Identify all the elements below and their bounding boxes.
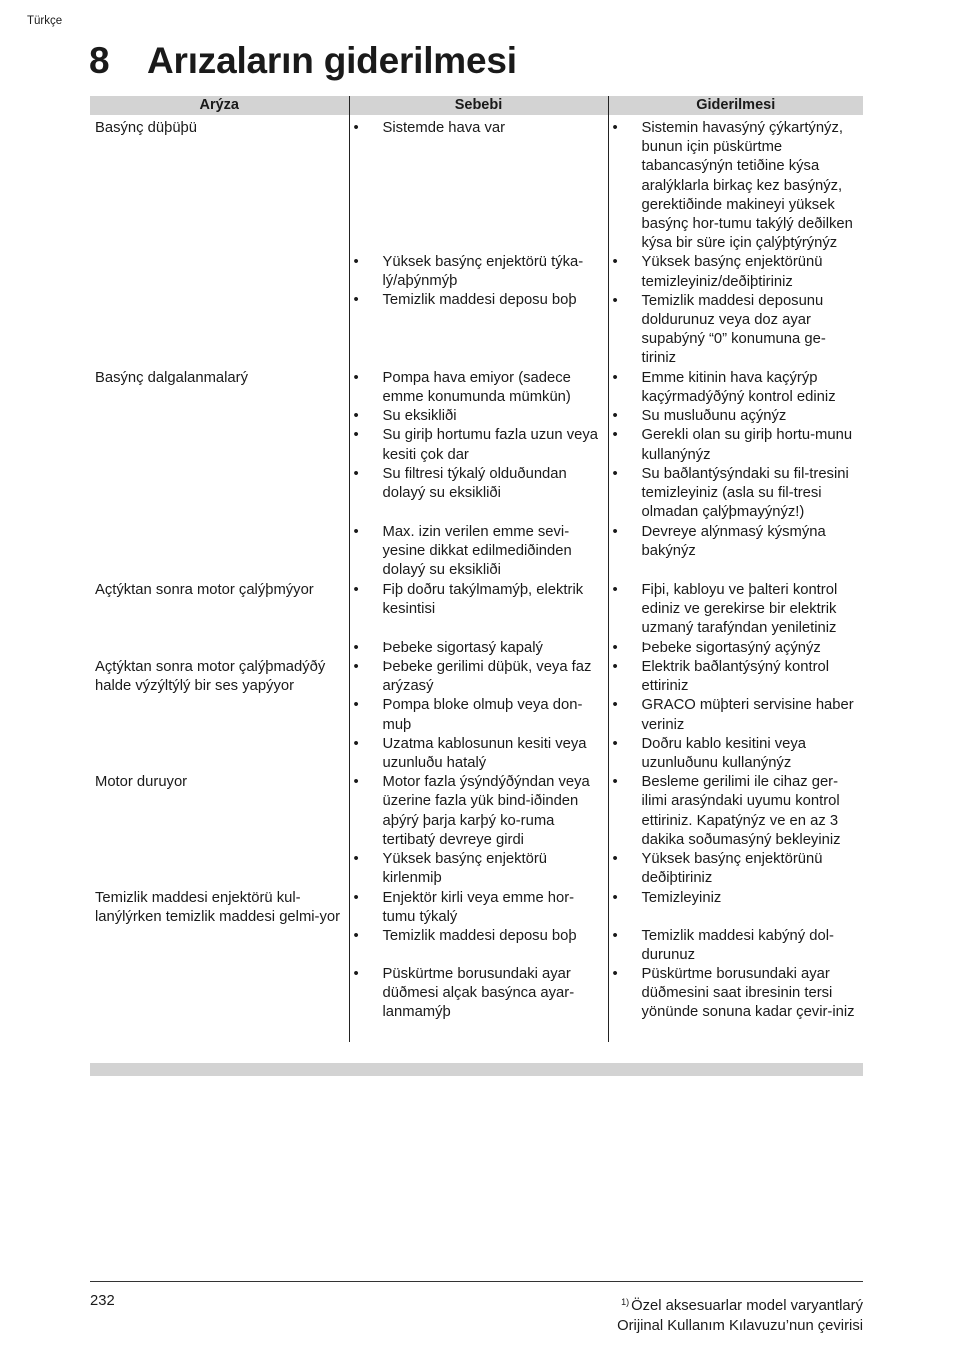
remedy-item-text: Temizleyiniz [641, 889, 722, 906]
cause-item [350, 253, 608, 291]
bullet-icon: • [612, 735, 618, 752]
cause-item [350, 696, 608, 734]
cause-item [350, 407, 608, 426]
spacer-cell [608, 1023, 863, 1042]
cause-item-text: Fiþ doðru takýlmamýþ, elektrik kesintisi [382, 581, 584, 618]
footnote-text: Özel aksesuarlar model varyantlarý [631, 1298, 863, 1314]
table-bottom-bar [90, 1063, 863, 1076]
remedy-item [609, 696, 864, 734]
cause-item [350, 426, 608, 464]
footnote-mark: 1) [621, 1297, 630, 1307]
bullet-icon: • [612, 581, 618, 598]
cause-cell [349, 581, 608, 658]
cause-item-text: Su filtresi týkalý olduðundan dolayý su eksikliði [382, 465, 567, 502]
cause-item [350, 658, 608, 696]
remedy-cell [608, 115, 863, 369]
remedy-item-text: GRACO müþteri servisine haber veriniz [641, 697, 854, 733]
bullet-icon: • [353, 408, 359, 425]
remedy-item [609, 426, 864, 464]
remedy-item-text: Gerekli olan su giriþ hortu-munu kullanýnýz [641, 427, 853, 463]
bullet-icon: • [353, 639, 359, 656]
cause-item [350, 639, 608, 658]
footer-divider [90, 1281, 863, 1282]
translation-note: Orijinal Kullanım Kılavuzu’nun çevirisi [617, 1318, 863, 1334]
bullet-icon: • [353, 465, 359, 482]
cause-item [350, 369, 608, 407]
bullet-icon: • [612, 292, 618, 309]
cause-item [350, 889, 608, 927]
column-header-cause: Sebebi [349, 96, 608, 115]
cause-item-text: Max. izin verilen emme sevi-yesine dikkat edilmediðinden dolayý su eksikliði [382, 523, 572, 579]
remedy-item [609, 407, 864, 426]
bullet-icon: • [612, 659, 618, 676]
cause-item-text: Uzatma kablosunun kesiti veya uzunluðu hatalý [382, 735, 587, 772]
remedy-item [609, 773, 864, 850]
remedy-item-text: Emme kitinin hava kaçýrýp kaçýrmadýðýný kontrol ediniz [641, 369, 836, 406]
remedy-item-text: Elektrik baðlantýsýný kontrol ettiriniz [641, 659, 830, 695]
remedy-item-text: Sistemin havasýný çýkartýnýz, bunun için püskürtme tabancasýnýn tetiðine kýsa aralýklarla birkaç kez basýnýz, gerektiðinde makineyi yüksek basýnç hor-tumu takýlý deðilken kýsa bir süre için çalýþtýrýnýz [641, 120, 853, 252]
bullet-icon: • [353, 120, 359, 136]
cause-cell [349, 773, 608, 888]
chapter-number: 8 [89, 40, 110, 81]
troubleshooting-table [90, 96, 863, 1042]
cause-item-text: Su eksikliði [382, 408, 457, 425]
remedy-item [609, 369, 864, 407]
bullet-icon: • [353, 928, 359, 945]
cause-item-text: Yüksek basýnç enjektörü týka-lý/aþýnmýþ [382, 254, 584, 290]
cause-item-text: Temizlik maddesi deposu boþ [382, 292, 577, 309]
table-header-row [90, 96, 863, 115]
remedy-item-text: Yüksek basýnç enjektörünü deðiþtiriniz [641, 851, 823, 887]
bullet-icon: • [353, 889, 359, 906]
bullet-icon: • [353, 292, 359, 309]
cause-item [350, 119, 608, 253]
remedy-item-text: Püskürtme borusundaki ayar düðmesini saat ibresinin tersi yönünde sonuna kadar çevir-iniz [641, 966, 855, 1021]
bullet-icon: • [353, 581, 359, 598]
fault-cell [90, 889, 349, 1023]
remedy-cell [608, 658, 863, 773]
cause-item [350, 291, 608, 368]
cause-item [350, 735, 608, 773]
fault-text: Basýnç dalgalanmalarý [95, 369, 248, 386]
cause-item-text: Sistemde hava var [382, 120, 506, 136]
cause-item [350, 523, 608, 581]
cause-item-text: Motor fazla ýsýndýðýndan veya üzerine fazla yük bind-iðinden aþýrý þarja karþý ko-ruma tertibatý devreye girdi [382, 774, 590, 848]
bullet-icon: • [353, 254, 359, 270]
remedy-item [609, 292, 864, 369]
cause-item-text: Pompa hava emiyor (sadece emme konumunda mümkün) [382, 369, 571, 406]
cause-item [350, 927, 608, 965]
spacer-cell [349, 1023, 608, 1042]
page-number: 232 [90, 1293, 115, 1309]
footer-notes [617, 1292, 863, 1336]
fault-text: Motor duruyor [95, 774, 188, 791]
remedy-item [609, 581, 864, 639]
bullet-icon: • [612, 927, 618, 944]
chapter-title [89, 40, 517, 82]
remedy-item [609, 119, 864, 253]
bullet-icon: • [353, 659, 359, 676]
remedy-item-text: Temizlik maddesi deposunu doldurunuz veya doz ayar supabýný “0” konumuna ge-tiriniz [641, 292, 826, 367]
cause-item [350, 581, 608, 639]
table-row [90, 581, 863, 658]
remedy-item [609, 965, 864, 1023]
cause-item-text: Temizlik maddesi deposu boþ [382, 928, 577, 945]
fault-text: Açtýktan sonra motor çalýþmýyor [95, 581, 314, 598]
table-row [90, 369, 863, 581]
column-header-fault: Arýza [90, 96, 349, 115]
remedy-item [609, 523, 864, 581]
remedy-cell [608, 889, 863, 1023]
bullet-icon: • [612, 774, 618, 791]
bullet-icon: • [612, 851, 618, 868]
footnote [617, 1292, 863, 1316]
bullet-icon: • [353, 735, 359, 752]
fault-text: Açtýktan sonra motor çalýþmadýðý halde výzýltýlý bir ses yapýyor [95, 659, 326, 695]
table-row [90, 889, 863, 1023]
cause-cell [349, 658, 608, 773]
cause-item [350, 965, 608, 1023]
cause-item [350, 773, 608, 850]
table-row [90, 115, 863, 369]
remedy-item-text: Doðru kablo kesitini veya uzunluðunu kullanýnýz [641, 735, 806, 772]
table-body [90, 115, 863, 1042]
remedy-cell [608, 773, 863, 888]
remedy-item-text: Þebeke sigortasýný açýnýz [641, 639, 821, 656]
bullet-icon: • [612, 254, 618, 271]
cause-item-text: Enjektör kirli veya emme hor-tumu týkalý [382, 889, 575, 925]
remedy-item [609, 889, 864, 927]
bullet-icon: • [612, 889, 618, 906]
remedy-cell [608, 369, 863, 581]
remedy-item-text: Besleme gerilimi ile cihaz ger-ilimi arasýndaki uyumu kontrol ettiriniz. Kapatýnýz ve en az 3 dakika soðumasýný bekleyiniz [641, 774, 841, 848]
remedy-item [609, 465, 864, 523]
table-spacer-row [90, 1023, 863, 1042]
bullet-icon: • [612, 639, 618, 656]
remedy-item [609, 850, 864, 888]
cause-item [350, 850, 608, 888]
bullet-icon: • [612, 523, 618, 540]
fault-cell [90, 773, 349, 888]
bullet-icon: • [353, 523, 359, 540]
cause-item-text: Þebeke sigortasý kapalý [382, 639, 543, 656]
bullet-icon: • [612, 427, 618, 444]
cause-cell [349, 369, 608, 581]
remedy-item-text: Temizlik maddesi kabýný dol-durunuz [641, 927, 834, 963]
bullet-icon: • [612, 120, 618, 136]
fault-text: Basýnç düþüþü [95, 120, 198, 136]
bullet-icon: • [353, 697, 359, 714]
remedy-item [609, 658, 864, 696]
column-header-remedy: Giderilmesi [608, 96, 863, 115]
fault-cell [90, 581, 349, 658]
chapter-title-text: Arızaların giderilmesi [147, 40, 517, 81]
language-label: Türkçe [27, 15, 63, 27]
bullet-icon: • [353, 369, 359, 386]
table-row [90, 773, 863, 888]
bullet-icon: • [612, 408, 618, 425]
remedy-item [609, 927, 864, 965]
bullet-icon: • [612, 369, 618, 386]
bullet-icon: • [353, 774, 359, 791]
remedy-item-text: Su musluðunu açýnýz [641, 408, 787, 425]
fault-cell [90, 658, 349, 773]
cause-item-text: Pompa bloke olmuþ veya don-muþ [382, 697, 583, 733]
table-row [90, 658, 863, 773]
bullet-icon: • [353, 851, 359, 868]
remedy-item [609, 735, 864, 773]
spacer-cell [90, 1023, 349, 1042]
cause-item-text: Püskürtme borusundaki ayar düðmesi alçak basýnca ayar-lanmamýþ [382, 966, 575, 1021]
remedy-cell [608, 581, 863, 658]
remedy-item [609, 639, 864, 658]
fault-cell [90, 369, 349, 581]
remedy-item-text: Yüksek basýnç enjektörünü temizleyiniz/deðiþtiriniz [641, 254, 823, 290]
bullet-icon: • [612, 465, 618, 482]
bullet-icon: • [612, 966, 618, 983]
bullet-icon: • [353, 966, 359, 983]
remedy-item-text: Devreye alýnmasý kýsmýna bakýnýz [641, 523, 826, 560]
cause-item-text: Yüksek basýnç enjektörü kirlenmiþ [382, 851, 547, 887]
cause-cell [349, 889, 608, 1023]
remedy-item-text: Fiþi, kabloyu ve þalteri kontrol ediniz ve gerekirse bir elektrik uzmaný tarafýndan yeniletiniz [641, 581, 838, 637]
cause-item [350, 465, 608, 523]
fault-cell [90, 115, 349, 369]
cause-item-text: Þebeke gerilimi düþük, veya faz arýzasý [382, 659, 592, 695]
remedy-item [609, 253, 864, 291]
cause-item-text: Su giriþ hortumu fazla uzun veya kesiti çok dar [382, 427, 598, 463]
remedy-item-text: Su baðlantýsýndaki su fil-tresini temizleyiniz (asla su fil-tresi olmadan çalýþmayýnýz!) [641, 465, 849, 521]
bullet-icon: • [353, 427, 359, 444]
fault-text: Temizlik maddesi enjektörü kul-lanýlýrken temizlik maddesi gelmi-yor [95, 889, 341, 925]
bullet-icon: • [612, 697, 618, 714]
cause-cell [349, 115, 608, 369]
